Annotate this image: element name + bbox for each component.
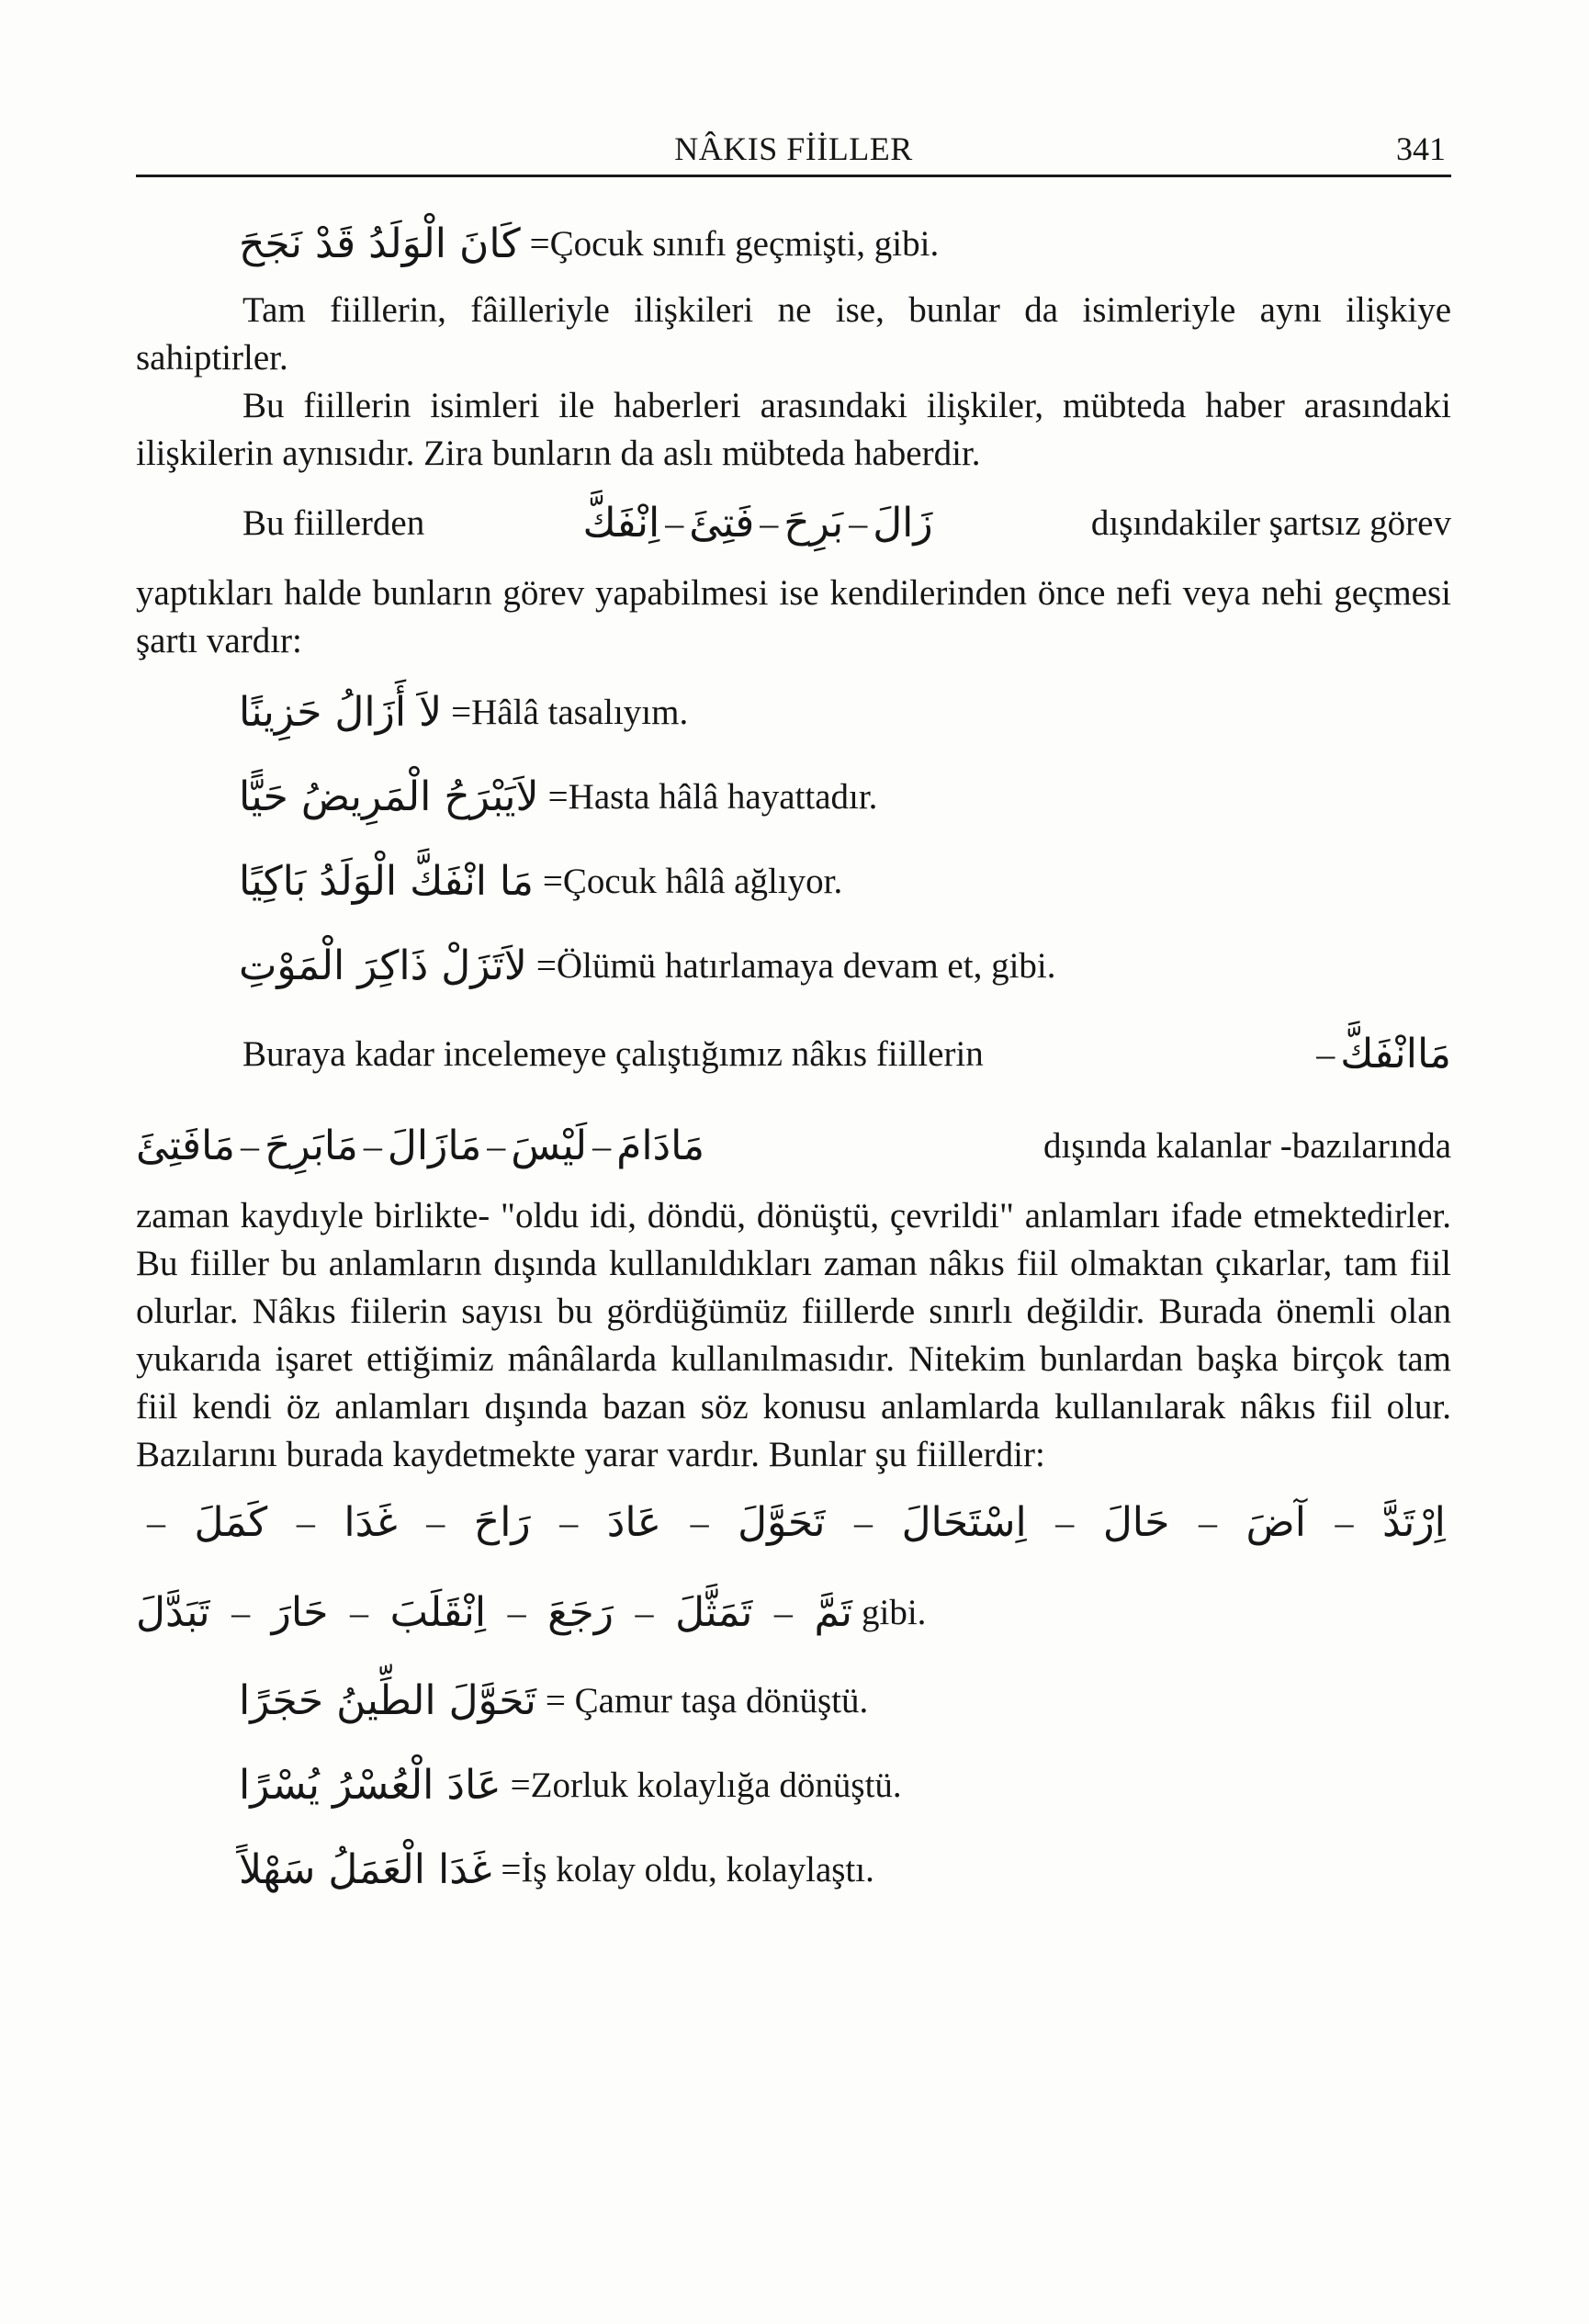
separator: – (773, 1592, 793, 1633)
arabic-example: لاَتَزَلْ ذَاكِرَ الْمَوْتِ (239, 942, 527, 989)
paragraph-4-lead: Buraya kadar incelemeye çalıştığımız nâkıs fiillerin (242, 1034, 984, 1074)
paragraph-1: Tam fiillerin, fâilleriyle ilişkileri ne ise, bunlar da isimleriyle aynı ilişkiye sahiptirler. (136, 290, 1451, 378)
verb-arabic: تَبَدَّلَ (136, 1589, 210, 1636)
verb-arabic: تَحَوَّلَ (738, 1499, 826, 1546)
example-translation: =Çocuk sınıfı geçmişti, gibi. (529, 224, 940, 264)
separator: – (559, 1502, 579, 1543)
example-translation: =Zorluk kolaylığa dönüştü. (510, 1766, 902, 1805)
page-header (136, 124, 1451, 177)
example-translation: = Çamur taşa dönüştü. (545, 1681, 869, 1720)
example-6 (136, 1743, 1451, 1828)
verb-arabic: رَجَعَ (547, 1589, 614, 1636)
verb-arabic: مَاانْفَكَّ (1340, 1031, 1451, 1077)
example-translation: =Hasta hâlâ hayattadır. (547, 777, 878, 817)
page-number: 341 (1396, 130, 1446, 167)
separator: – (1055, 1502, 1075, 1543)
verb-arabic: تَمَثَّلَ (675, 1589, 753, 1636)
example-5 (136, 1659, 1451, 1743)
separator: – (363, 1125, 382, 1167)
separator: – (760, 502, 779, 544)
separator: – (635, 1592, 654, 1633)
separator: – (507, 1592, 526, 1633)
arabic-example: مَا انْفَكَّ الْوَلَدُ بَاكِيًا (239, 858, 534, 905)
paragraph-4-first-line (136, 1009, 1451, 1100)
verb-arabic: آضَ (1245, 1499, 1306, 1546)
example-1 (136, 671, 1451, 755)
paragraph-4-verb-end (1311, 1027, 1451, 1082)
verb-arabic: كَمَلَ (194, 1499, 268, 1546)
verb-arabic: مَافَتِئَ (136, 1123, 235, 1169)
verb-arabic: مَادَامَ (616, 1123, 705, 1169)
separator: – (1316, 1033, 1335, 1075)
paragraph-3-first-line (136, 478, 1451, 570)
paragraph-4-second-line (136, 1100, 1451, 1192)
verb-list-row-1 (136, 1479, 1451, 1567)
separator: – (487, 1125, 506, 1167)
separator: – (426, 1502, 445, 1543)
example-translation: =Çocuk hâlâ ağlıyor. (542, 862, 843, 901)
arabic-example: لاَيَبْرَحُ الْمَرِيضُ حَيًّا (239, 773, 539, 820)
separator: – (1198, 1502, 1217, 1543)
paragraph-3-rest: yaptıkları halde bunların görev yapabilmesi ise kendilerinden önce nefi veya nehi geçmesi şartı vardır: (136, 573, 1451, 660)
verb-arabic: عَادَ (606, 1499, 662, 1546)
separator: – (854, 1502, 873, 1543)
verb-arabic: زَالَ (873, 500, 933, 547)
verb-arabic: فَتِئَ (689, 500, 755, 547)
excluded-verbs-2 (136, 1119, 704, 1174)
example-translation: =Hâlâ tasalıyım. (451, 693, 689, 732)
verb-list-gibi: gibi. (862, 1593, 927, 1632)
paragraph-4-rest: zaman kaydıyle birlikte- "oldu idi, döndü, dönüştü, çevrildi" anlamları ifade etmektedirler. Bu fiiller bu anlamların dışında kullanıldıkları zaman nâkıs fiil olmaktan çıkarlar, tam fiil olurlar. Nâkıs fiilerin sayısı bu gördüğümüz fiillerde sınırlı değildir. Burada önemli olan yukarıda işaret ettiğimiz mânâlarda kullanılmasıdır. Nitekim bunlardan başka birçok tam fiil kendi öz anlamları dışında bazan söz konusu anlamlarda kullanılarak nâkıs fiil olur. Bazılarını burada kaydetmekte yarar vardır. Bunlar şu fiillerdir: (136, 1196, 1451, 1474)
verb-arabic: تَمَّ (814, 1589, 852, 1636)
verb-arabic: حَالَ (1102, 1499, 1170, 1546)
verb-arabic: مَابَرِحَ (264, 1123, 358, 1169)
arabic-example: تَحَوَّلَ الطِّينُ حَجَرًا (239, 1677, 536, 1724)
paragraph-3-tail: dışındakiler şartsız görev (1090, 503, 1451, 543)
verb-arabic: حَارَ (271, 1589, 329, 1636)
separator: – (690, 1502, 709, 1543)
example-2 (136, 755, 1451, 840)
arabic-example: لاَ أَزَالُ حَزِينًا (239, 689, 443, 736)
verb-arabic: بَرِحَ (783, 500, 844, 547)
example-3 (136, 840, 1451, 924)
verb-arabic: اِنْفَكَّ (582, 500, 660, 547)
running-title: NÂKIS FİİLLER (674, 130, 913, 167)
separator: – (296, 1502, 315, 1543)
excluded-verbs (582, 496, 932, 551)
verb-list-row-2-verbs (136, 1585, 852, 1641)
separator: – (1335, 1502, 1354, 1543)
separator: – (231, 1592, 251, 1633)
verb-arabic: اِسْتَحَالَ (901, 1499, 1027, 1546)
separator: – (592, 1125, 612, 1167)
paragraph-3-lead: Bu fiillerden (242, 503, 425, 543)
verb-arabic: لَيْسَ (511, 1123, 588, 1169)
example-4 (136, 924, 1451, 1009)
separator: – (240, 1125, 259, 1167)
example-7 (136, 1828, 1451, 1912)
example-kana (136, 202, 1451, 287)
paragraph-2: Bu fiillerin isimleri ile haberleri arasındaki ilişkiler, mübteda haber arasındaki ilişkilerin aynısıdır. Zira bunların da aslı mübteda haberdir. (136, 386, 1451, 473)
arabic-example: عَادَ الْعُسْرُ يُسْرًا (239, 1762, 501, 1809)
separator: – (147, 1502, 165, 1543)
verb-arabic: غَدَا (344, 1499, 398, 1546)
header-rule (136, 175, 1451, 177)
example-translation: =Ölümü hatırlamaya devam et, gibi. (535, 946, 1056, 986)
separator: – (665, 502, 684, 544)
arabic-example: كَانَ الْوَلَدُ قَدْ نَجَحَ (239, 220, 521, 267)
arabic-example: غَدَا الْعَمَلُ سَهْلاً (239, 1846, 492, 1893)
example-translation: =İş kolay oldu, kolaylaştı. (501, 1850, 874, 1890)
verb-list-row-2 (136, 1567, 1451, 1659)
page-body (136, 202, 1451, 1912)
paragraph-4-tail: dışında kalanlar -bazılarında (1043, 1126, 1451, 1166)
verb-arabic: مَازَالَ (387, 1123, 482, 1169)
separator: – (849, 502, 868, 544)
verb-arabic: رَاحَ (473, 1499, 531, 1546)
verb-arabic: اِرْتَدَّ (1382, 1499, 1446, 1546)
separator: – (350, 1592, 369, 1633)
verb-arabic: اِنْقَلَبَ (389, 1589, 487, 1636)
